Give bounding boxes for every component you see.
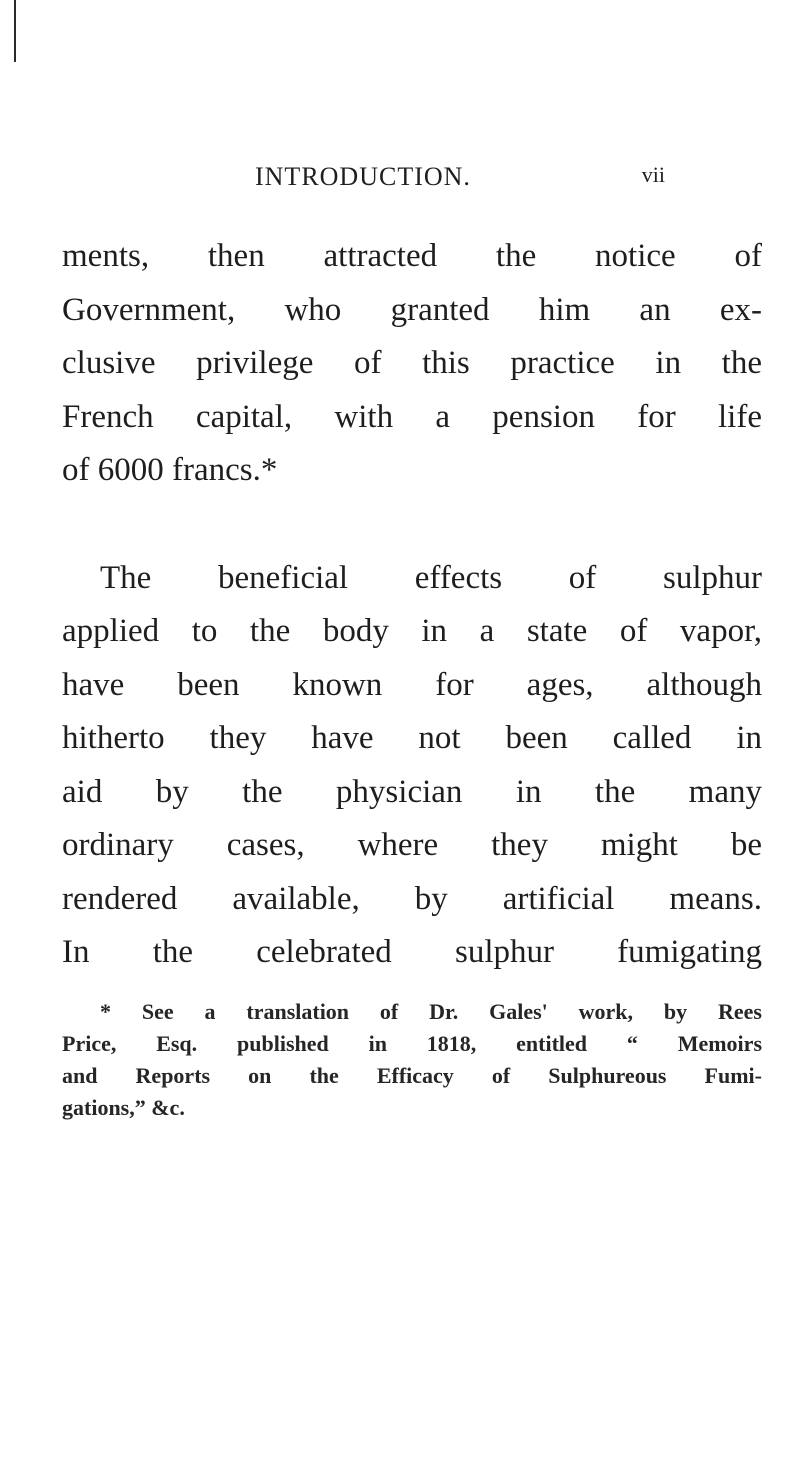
text-line: have been known for ages, although	[62, 666, 762, 703]
text-line: applied to the body in a state of vapor,	[62, 613, 762, 649]
paragraph-gap	[62, 498, 762, 552]
paragraph-2	[62, 552, 762, 980]
text-line: hitherto they have not been called in	[62, 720, 762, 756]
text-line: of 6000 francs.*	[62, 452, 278, 488]
paragraph-1	[62, 230, 762, 498]
text-line: ordinary cases, where they might be	[62, 827, 762, 863]
footnote	[62, 996, 762, 1124]
footnote-line: * See a translation of Dr. Gales' work, by Rees	[100, 999, 762, 1024]
running-head: INTRODUCTION.	[255, 162, 471, 191]
text-line: ments, then attracted the notice of	[62, 238, 762, 274]
footnote-line: Price, Esq. published in 1818, entitled “ Memoirs	[62, 1031, 762, 1056]
body-text	[62, 230, 762, 980]
footnote-line: and Reports on the Efficacy of Sulphureous Fumi-	[62, 1063, 762, 1088]
text-line: French capital, with a pension for life	[62, 398, 762, 435]
text-line: aid by the physician in the many	[62, 773, 762, 810]
text-line: rendered available, by artificial means.	[62, 880, 762, 917]
text-line: The beneficial effects of sulphur	[100, 559, 762, 596]
binding-edge-line	[14, 0, 16, 62]
page-number: vii	[641, 162, 665, 187]
text-line: In the celebrated sulphur fumigating	[62, 934, 762, 970]
text-line: Government, who granted him an ex-	[62, 291, 762, 328]
text-line: clusive privilege of this practice in the	[62, 345, 762, 381]
page-header	[255, 162, 665, 202]
footnote-line: gations,” &c.	[62, 1095, 185, 1120]
